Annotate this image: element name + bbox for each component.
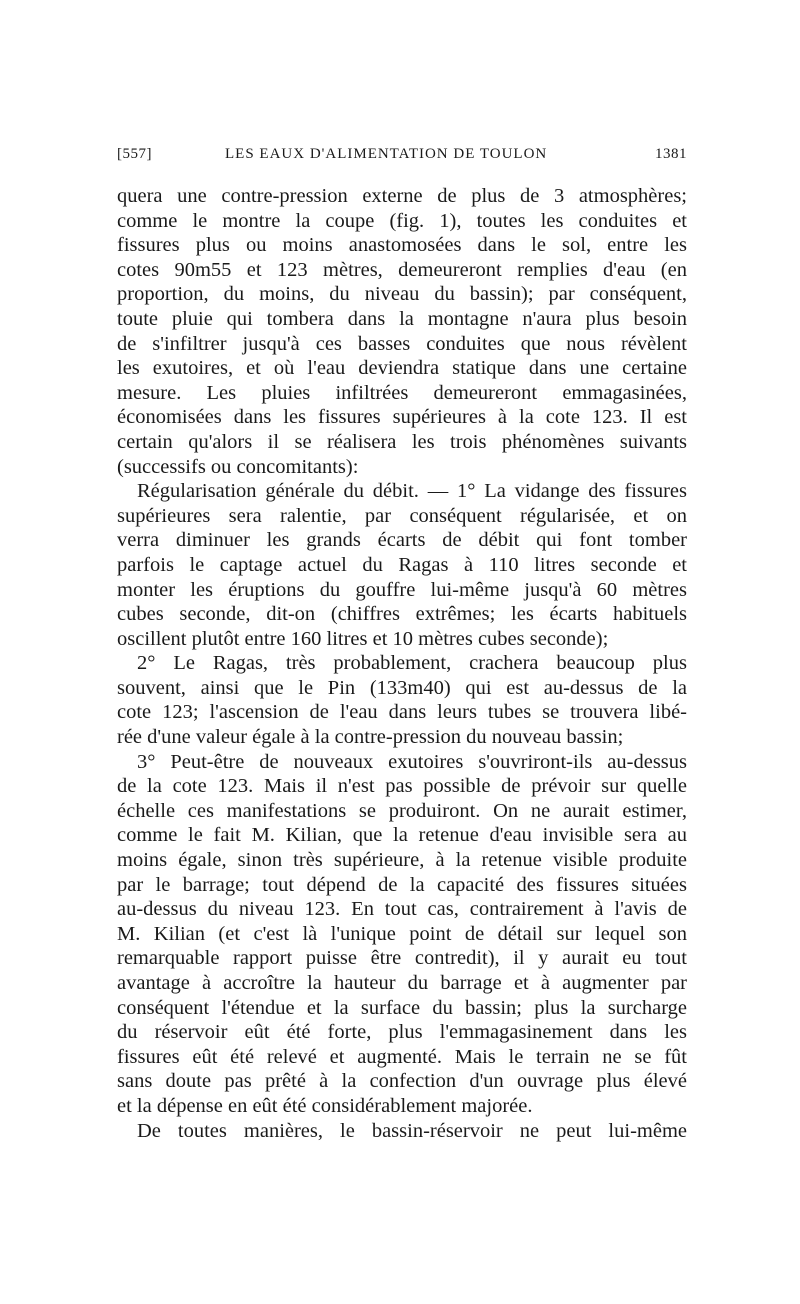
text-line: remarquable rapport puisse être contredit), il y aurait eu tout	[117, 947, 687, 970]
text-line: parfois le captage actuel du Ragas à 110 litres seconde et	[117, 553, 687, 576]
text-line: 3° Peut-être de nouveaux exutoires s'ouvriront-ils au-dessus	[137, 750, 687, 773]
text-line: toute pluie qui tombera dans la montagne n'aura plus besoin	[117, 307, 687, 330]
text-line: de la cote 123. Mais il n'est pas possible de prévoir sur quelle	[117, 775, 687, 798]
text-line: 2° Le Ragas, très probablement, crachera beaucoup plus	[137, 652, 687, 675]
text-line: économisées dans les fissures supérieures à la cote 123. Il est	[117, 406, 687, 429]
text-line: verra diminuer les grands écarts de débit qui font tomber	[117, 529, 687, 552]
text-line: fissures plus ou moins anastomosées dans le sol, entre les	[117, 234, 687, 257]
text-line: au-dessus du niveau 123. En tout cas, contrairement à l'avis de	[117, 898, 687, 921]
text-line: Régularisation générale du débit. — 1° La vidange des fissures	[137, 480, 687, 503]
text-line: supérieures sera ralentie, par conséquent régularisée, et on	[117, 504, 687, 527]
text-line: proportion, du moins, du niveau du bassin); par conséquent,	[117, 283, 687, 306]
text-line: M. Kilian (et c'est là l'unique point de détail sur lequel son	[117, 922, 687, 945]
text-line: conséquent l'étendue et la surface du bassin; plus la surcharge	[117, 996, 687, 1019]
text-line: avantage à accroître la hauteur du barrage et à augmenter par	[117, 972, 687, 994]
page-reference: [557]	[117, 146, 152, 162]
text-line: mesure. Les pluies infiltrées demeureront emmagasinées,	[117, 381, 687, 404]
text-line: de s'infiltrer jusqu'à ces basses conduites que nous révèlent	[117, 332, 687, 355]
text-line: (successifs ou concomitants):	[117, 455, 359, 478]
body-text	[117, 184, 687, 1143]
text-line: et la dépense en eût été considérablement majorée.	[117, 1094, 533, 1117]
text-line: monter les éruptions du gouffre lui-même jusqu'à 60 mètres	[117, 578, 687, 601]
text-line: De toutes manières, le bassin-réservoir ne peut lui-même	[137, 1119, 687, 1142]
running-header	[117, 146, 687, 170]
text-line: comme le montre la coupe (fig. 1), toutes les conduites et	[117, 209, 687, 232]
text-line: échelle ces manifestations se produiront. On ne aurait estimer,	[117, 799, 687, 822]
running-title: LES EAUX D'ALIMENTATION DE TOULON	[225, 146, 548, 162]
text-line: du réservoir eût été forte, plus l'emmagasinement dans les	[117, 1021, 687, 1044]
text-line: souvent, ainsi que le Pin (133m40) qui est au-dessus de la	[117, 676, 687, 699]
text-line: cubes seconde, dit-on (chiffres extrêmes; les écarts habituels	[117, 603, 687, 626]
text-line: quera une contre-pression externe de plus de 3 atmosphères;	[117, 185, 687, 207]
text-line: moins égale, sinon très supérieure, à la retenue visible produite	[117, 849, 687, 872]
text-line: comme le fait M. Kilian, que la retenue d'eau invisible sera au	[117, 824, 687, 847]
text-line: certain qu'alors il se réalisera les trois phénomènes suivants	[117, 430, 687, 453]
page-number: 1381	[655, 146, 687, 162]
text-line: cotes 90m55 et 123 mètres, demeureront remplies d'eau (en	[117, 258, 687, 281]
text-line: les exutoires, et où l'eau deviendra statique dans une certaine	[117, 357, 687, 380]
text-line: cote 123; l'ascension de l'eau dans leurs tubes se trouvera libé-	[117, 701, 687, 724]
text-line: fissures eût été relevé et augmenté. Mais le terrain ne se fût	[117, 1045, 687, 1068]
text-line: oscillent plutôt entre 160 litres et 10 mètres cubes seconde);	[117, 627, 609, 650]
text-line: rée d'une valeur égale à la contre-pression du nouveau bassin;	[117, 726, 624, 749]
text-line: par le barrage; tout dépend de la capacité des fissures situées	[117, 873, 687, 896]
text-line: sans doute pas prêté à la confection d'un ouvrage plus élevé	[117, 1070, 687, 1093]
